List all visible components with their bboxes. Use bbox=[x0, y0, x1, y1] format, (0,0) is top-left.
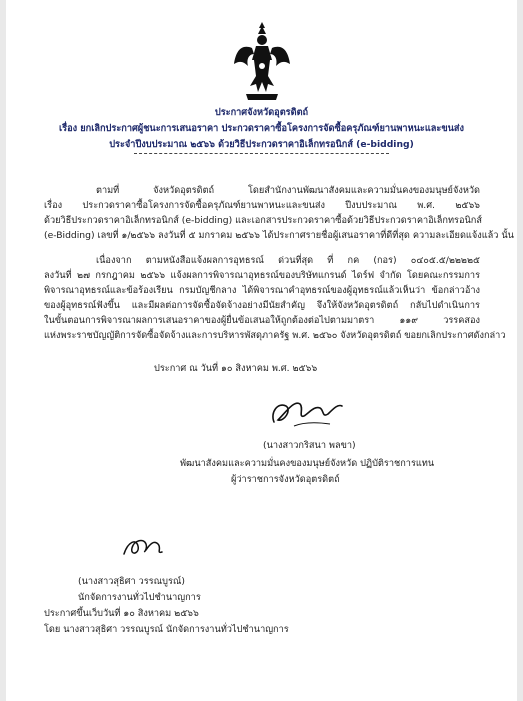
document-page bbox=[6, 0, 517, 701]
announcement-date: ประกาศ ณ วันที่ ๑๐ สิงหาคม พ.ศ. ๒๕๖๖ bbox=[154, 363, 318, 374]
body-line: ในขั้นตอนการพิจารณาผลการเสนอราคาของผู้ยื่นข้อเสนอให้ถูกต้องต่อไปตามมาตรา ๑๑๙ วรรคสอง bbox=[44, 315, 480, 326]
garuda-emblem-icon bbox=[232, 20, 292, 102]
signer-title-1: พัฒนาสังคมและความมั่นคงของมนุษย์จังหวัด ปฏิบัติราชการแทน bbox=[180, 458, 435, 469]
posted-by: โดย นางสาวสุธิศา วรรณบูรณ์ นักจัดการงานทั่วไปชำนาญการ bbox=[44, 624, 289, 635]
body-line: พิจารณาอุทธรณ์และข้อร้องเรียน กรมบัญชีกลาง ได้พิจารณาคำอุทธรณ์ของผู้อุทธรณ์แล้วเห็นว่า ข้อกล่าวอ้าง bbox=[44, 285, 480, 296]
document-title: ประกาศจังหวัดอุตรดิตถ์ bbox=[214, 107, 309, 118]
body-line: เรื่อง ประกวดราคาซื้อโครงการจัดซื้อครุภัณฑ์ยานพาหนะและขนส่ง ปีงบประมาณ พ.ศ. ๒๕๖๖ bbox=[44, 200, 480, 211]
body-line: แห่งพระราชบัญญัติการจัดซื้อจัดจ้างและการบริหารพัสดุภาครัฐ พ.ศ. ๒๕๖๐ จังหวัดอุตรดิตถ์ ขอยกเลิกประกาศดังกล่าว bbox=[44, 330, 506, 341]
body-line: (e-Bidding) เลขที่ ๑/๒๕๖๖ ลงวันที่ ๕ มกราคม ๒๕๖๖ ได้ประกาศรายชื่อผู้เสนอราคาที่ดีที่สุด ความละเอียดแจ้งแล้ว นั้น bbox=[44, 230, 514, 241]
subject-line-2: ประจำปีงบประมาณ ๒๕๖๖ ด้วยวิธีประกวดราคาอิเล็กทรอนิกส์ (e-bidding) bbox=[109, 139, 414, 150]
body-line: ลงวันที่ ๒๗ กรกฎาคม ๒๕๖๖ แจ้งผลการพิจารณาอุทธรณ์ของบริษัทแกรนด์ ไดร์ฟ จำกัด โดยคณะกรรมการ bbox=[44, 270, 480, 281]
web-posting-date: ประกาศขึ้นเว็บวันที่ ๑๐ สิงหาคม ๒๕๖๖ bbox=[44, 608, 199, 619]
body-line: ตามที่ จังหวัดอุตรดิตถ์ โดยสำนักงานพัฒนาสังคมและความมั่นคงของมนุษย์จังหวัด bbox=[96, 185, 480, 196]
body-line: ของผู้อุทธรณ์ฟังขึ้น และมีผลต่อการจัดซื้อจัดจ้างอย่างมีนัยสำคัญ จึงให้จังหวัดอุตรดิตถ์ กลับไปดำเนินการ bbox=[44, 300, 480, 311]
separator-rule bbox=[134, 153, 389, 154]
body-line: ด้วยวิธีประกวดราคาอิเล็กทรอนิกส์ (e-bidding) และเอกสารประกวดราคาซื้อด้วยวิธีประกวดราคาอิเล็กทรอนิกส์ bbox=[44, 215, 482, 226]
preparer-position: นักจัดการงานทั่วไปชำนาญการ bbox=[78, 592, 201, 603]
body-line: เนื่องจาก ตามหนังสือแจ้งผลการอุทธรณ์ ด่วนที่สุด ที่ กค (กอร) ๐๔๐๕.๕/๒๒๒๒๕ bbox=[96, 255, 480, 266]
subject-line-1: เรื่อง ยกเลิกประกาศผู้ชนะการเสนอราคา ประกวดราคาซื้อโครงการจัดซื้อครุภัณฑ์ยานพาหนะและขนส่ง bbox=[59, 123, 464, 134]
signer-name: (นางสาวกริสนา พลขา) bbox=[263, 440, 356, 451]
signature-icon bbox=[264, 392, 346, 432]
signature-icon bbox=[120, 532, 166, 562]
signer-title-2: ผู้ว่าราชการจังหวัดอุตรดิตถ์ bbox=[231, 474, 340, 485]
preparer-name: (นางสาวสุธิศา วรรณบูรณ์) bbox=[78, 576, 185, 587]
